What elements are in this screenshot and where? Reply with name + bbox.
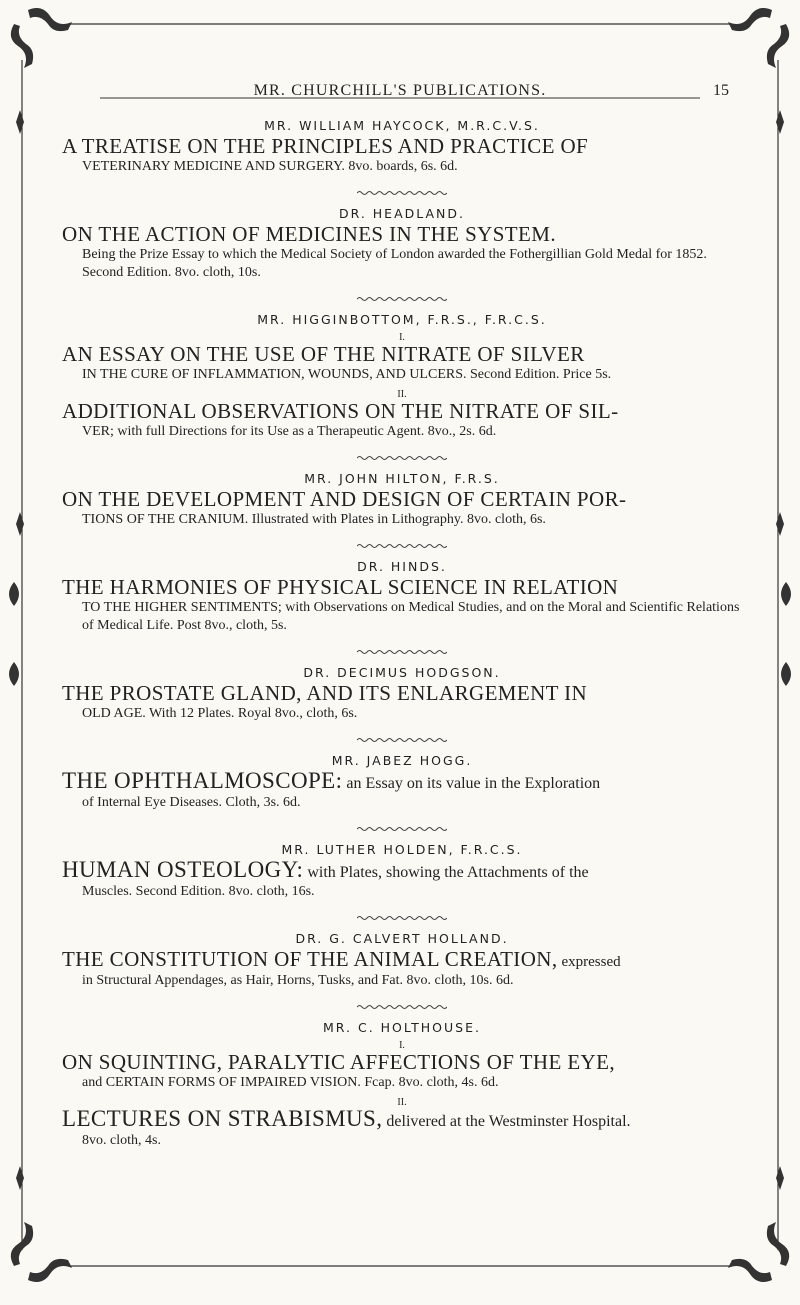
volume-numeral: I. xyxy=(399,332,405,343)
catalogue-entry xyxy=(62,559,742,635)
wavy-divider xyxy=(357,915,447,921)
wavy-divider xyxy=(357,649,447,655)
book-title: THE OPHTHALMOSCOPE: xyxy=(62,768,343,793)
wavy-divider xyxy=(357,190,447,196)
book-description: in Structural Appendages, as Hair, Horns, Tusks, and Fat. 8vo. cloth, 10s. 6d. xyxy=(82,973,514,988)
book-description: and CERTAIN FORMS OF IMPAIRED VISION. Fcap. 8vo. cloth, 4s. 6d. xyxy=(82,1075,499,1090)
author-name: MR. JABEZ HOGG. xyxy=(331,753,473,768)
author-name: DR. DECIMUS HODGSON. xyxy=(303,665,501,680)
book-title: THE PROSTATE GLAND, AND ITS ENLARGEMENT IN xyxy=(62,681,588,705)
catalogue-entry xyxy=(62,312,742,441)
author-name: DR. HINDS. xyxy=(357,559,447,574)
wavy-divider xyxy=(357,826,447,832)
author-name: MR. HIGGINBOTTOM, F.R.S., F.R.C.S. xyxy=(257,312,547,327)
page-number: 15 xyxy=(713,82,729,99)
book-title-continuation: expressed xyxy=(561,954,621,970)
volume-numeral: II. xyxy=(397,389,407,400)
book-description: Muscles. Second Edition. 8vo. cloth, 16s. xyxy=(82,884,315,899)
book-description: VETERINARY MEDICINE AND SURGERY. 8vo. boards, 6s. 6d. xyxy=(82,159,458,174)
book-title: A TREATISE ON THE PRINCIPLES AND PRACTICE OF xyxy=(62,134,589,158)
catalogue-entry xyxy=(62,842,742,901)
wavy-divider xyxy=(357,543,447,549)
book-title-continuation: an Essay on its value in the Exploration xyxy=(346,775,601,792)
author-name: DR. G. CALVERT HOLLAND. xyxy=(295,931,509,946)
book-title-continuation: delivered at the Westminster Hospital. xyxy=(386,1113,631,1130)
book-description: OLD AGE. With 12 Plates. Royal 8vo., cloth, 6s. xyxy=(82,706,358,721)
author-name: DR. HEADLAND. xyxy=(338,206,466,221)
wavy-divider xyxy=(357,455,447,461)
author-name: MR. JOHN HILTON, F.R.S. xyxy=(304,471,500,486)
catalogue-entry xyxy=(62,665,742,723)
book-description: VER; with full Directions for its Use as a Therapeutic Agent. 8vo., 2s. 6d. xyxy=(82,424,497,439)
book-title: ON THE DEVELOPMENT AND DESIGN OF CERTAIN POR- xyxy=(62,487,627,511)
running-header: MR. CHURCHILL'S PUBLICATIONS. xyxy=(253,82,547,99)
book-description: TIONS OF THE CRANIUM. Illustrated with Plates in Lithography. 8vo. cloth, 6s. xyxy=(82,512,546,527)
catalogue-entry xyxy=(62,753,742,812)
catalogue-entry xyxy=(62,118,742,176)
book-title-continuation: with Plates, showing the Attachments of the xyxy=(307,864,589,881)
book-title: ADDITIONAL OBSERVATIONS ON THE NITRATE OF SIL- xyxy=(62,399,619,423)
book-description: 8vo. cloth, 4s. xyxy=(82,1133,161,1148)
book-description: of Internal Eye Diseases. Cloth, 3s. 6d. xyxy=(82,795,301,810)
catalogue-entry xyxy=(62,471,742,529)
volume-numeral: II. xyxy=(397,1097,407,1108)
catalogue-entry xyxy=(62,206,742,282)
catalogue-entry xyxy=(62,931,742,990)
book-title: AN ESSAY ON THE USE OF THE NITRATE OF SILVER xyxy=(62,342,585,366)
wavy-divider xyxy=(357,1004,447,1010)
author-name: MR. LUTHER HOLDEN, F.R.C.S. xyxy=(281,842,523,857)
author-name: MR. C. HOLTHOUSE. xyxy=(323,1020,481,1035)
author-name: MR. WILLIAM HAYCOCK, M.R.C.V.S. xyxy=(264,118,540,133)
book-description: Being the Prize Essay to which the Medical Society of London awarded the Fothergillian Gold Medal for 1852. Second Edition. 8vo. cloth, 10s. xyxy=(82,247,707,280)
catalogue-list xyxy=(62,118,742,1150)
volume-numeral: I. xyxy=(399,1040,405,1051)
book-title: ON THE ACTION OF MEDICINES IN THE SYSTEM. xyxy=(62,222,556,246)
book-title: LECTURES ON STRABISMUS, xyxy=(62,1106,383,1131)
book-description: TO THE HIGHER SENTIMENTS; with Observations on Medical Studies, and on the Moral and Scientific Relations of Medical Life. Post 8vo., cloth, 5s. xyxy=(82,600,740,633)
catalogue-entry xyxy=(62,1020,742,1150)
book-title: ON SQUINTING, PARALYTIC AFFECTIONS OF THE EYE, xyxy=(62,1050,615,1074)
book-description: IN THE CURE OF INFLAMMATION, WOUNDS, AND ULCERS. Second Edition. Price 5s. xyxy=(82,367,612,382)
book-title: THE HARMONIES OF PHYSICAL SCIENCE IN RELATION xyxy=(62,575,619,599)
wavy-divider xyxy=(357,737,447,743)
book-title: THE CONSTITUTION OF THE ANIMAL CREATION, xyxy=(62,947,558,971)
wavy-divider xyxy=(357,296,447,302)
book-title: HUMAN OSTEOLOGY: xyxy=(62,857,304,882)
